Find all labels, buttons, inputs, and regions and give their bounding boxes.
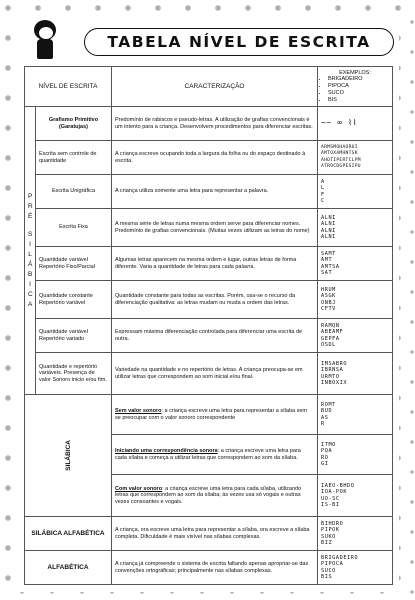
header-description: CARACTERIZAÇÃO (112, 67, 318, 107)
level-example: ~~ ∞ ⌇⌇ (318, 107, 393, 141)
level-example: HRUM ASGK ONBJ CFTV (318, 281, 393, 319)
level-lead: Com valor sonoro (115, 485, 163, 492)
table-row (25, 319, 393, 353)
level-description-text: : a criança escreve uma letra para cada sílaba e começa a utilizar letras que correspondem ao som da sílaba. (115, 448, 301, 461)
level-name: Escrita sem controle de quantidade (36, 141, 112, 175)
level-example: BIHDRO PIPOK SUKO BIZ (318, 517, 393, 551)
level-description: Predomínio de rabiscos e pseudo-letras. A utilização de grafias convencionais é um intento para a criança. Desenvolvem procedimentos para diferenciar escritas. (112, 107, 318, 141)
table-row (25, 175, 393, 209)
presilabica-letter: R (28, 202, 33, 210)
level-name: Quantidade variável Repertório Fixo/Parcial (36, 247, 112, 281)
level-name: Grafismo Primitivo (Garatujas) (36, 107, 112, 141)
presilabica-letter (28, 222, 32, 230)
table-row (25, 395, 393, 435)
silabica-alfabetica-label: SILÁBICA ALFABÉTICA (25, 517, 112, 551)
table-row (25, 247, 393, 281)
presilabica-label (25, 107, 36, 395)
table-row (25, 353, 393, 395)
level-name: Quantidade e repertório variáveis. Presença de valor Sonoro inicio e/ou fim. (36, 353, 112, 395)
level-description (112, 475, 318, 517)
mafalda-illustration-icon (28, 20, 62, 64)
level-description: Algumas letras aparecem na mesma ordem e lugar, outras letras de forma diferente. Varia a quantidade de letras para cada palavra. (112, 247, 318, 281)
level-description: Quantidade constante para todas as escritas. Porém, usa-se o recurso da diferenciação qualitativa: as letras mudam ou muda a ordem das letras. (112, 281, 318, 319)
presilabica-letter: B (28, 270, 33, 278)
level-example: IMSABRO IBRNSA URMTO INBOXIX (318, 353, 393, 395)
examples-list (320, 76, 390, 104)
presilabica-letter: Á (28, 260, 33, 268)
example-word: • PIPOCA (328, 83, 390, 90)
table-row (25, 209, 393, 247)
presilabica-letter: S (28, 230, 33, 238)
level-example: ROMT BUD AS R (318, 395, 393, 435)
level-description: Variedade na quantidade e no repertório de letras. A criança preocupa-se em utilizar letras que correspondem ao som inicial e/ou final. (112, 353, 318, 395)
example-word: • BIS (328, 97, 390, 104)
level-example: A L F C (318, 175, 393, 209)
table-row (25, 517, 393, 551)
header-examples (318, 67, 393, 107)
alfabetica-label: ALFABÉTICA (25, 551, 112, 585)
level-description: A mesma série de letras numa mesma ordem serve para diferenciar nomes. Predomínio de grafias convencionais. (Muitas vezes utilizam as letras do nome) (112, 209, 318, 247)
presilabica-letter: C (28, 290, 33, 298)
table-row (25, 281, 393, 319)
presilabica-letter: A (28, 300, 33, 308)
level-description-text: : a criança escreve uma letra para representar a sílaba sem se preocupar com o valor sonoro correspondente (115, 408, 307, 421)
level-description: A criança escreve ocupando toda a largura da folha ou do espaço destinado à escrita. (112, 141, 318, 175)
level-example: BRIGADEIRO PIPOCA SUCO BIS (318, 551, 393, 585)
example-word: • SUCO (328, 90, 390, 97)
presilabica-letter: L (28, 250, 32, 258)
level-name: Quantidade constante Repertório variável (36, 281, 112, 319)
level-example: IAEO-BHDO IOA-POK UO-SC IS-BI (318, 475, 393, 517)
table-row (25, 551, 393, 585)
header-level: NÍVEL DE ESCRITA (25, 67, 112, 107)
level-lead: Iniciando uma correspondência sonora (115, 448, 218, 454)
examples-label: EXEMPLOS: (339, 69, 371, 76)
level-example: ARMSMOHAORUI AMTOXAMHNTSK AHOTIPERTCLPM ATROCDGPESIPU (318, 141, 393, 175)
table-header-row (25, 67, 393, 107)
writing-level-table (24, 66, 393, 585)
level-example: ITMO PQA RO GI (318, 435, 393, 475)
presilabica-letter: P (28, 192, 33, 200)
level-example: RAMQN ABEAMF GEPFA OSDL (318, 319, 393, 353)
level-description: Expressam máxima diferenciação controlada para diferenciar uma escrita de outra. (112, 319, 318, 353)
level-example: SAMT AMT AMTSA SAT (318, 247, 393, 281)
level-description-text: : a criança escreve uma letra para cada sílaba, utilizando letras que correspondem ao som da sílaba; ás vezes usa só vogais e outras vezes consoantes e vogais. (115, 485, 302, 505)
level-name: Escrita Fixa (36, 209, 112, 247)
table-row (25, 107, 393, 141)
level-description: A criança, ora escreve uma letra para representar a sílaba, ora escreve a sílaba completa. Dificuldade é mais visível nas sílabas complexas. (112, 517, 318, 551)
level-description: A criança já compreende o sistema de escrita faltando apenas apropriar-se das convenções ortográficas; principalmente nas sílabas complexas. (112, 551, 318, 585)
presilabica-letter: É (28, 212, 33, 220)
table-row (25, 141, 393, 175)
page-title: TABELA NÍVEL DE ESCRITA (84, 28, 394, 56)
level-description: A criança utiliza somente uma letra para representar a palavra. (112, 175, 318, 209)
level-name: Quantidade variável Repertório variado (36, 319, 112, 353)
level-description (112, 435, 318, 475)
example-word: • BRIGADEIRO (328, 76, 390, 83)
level-name: Escrita Unigráfica (36, 175, 112, 209)
level-description (112, 395, 318, 435)
level-example: ALNI ALNI ALNI ALNI (318, 209, 393, 247)
level-lead: Sem valor sonoro (115, 408, 162, 414)
silabica-label-cell (25, 395, 112, 517)
silabica-label: SILÁBICA (64, 440, 72, 471)
presilabica-letter: I (29, 240, 31, 248)
presilabica-letter: I (29, 280, 31, 288)
